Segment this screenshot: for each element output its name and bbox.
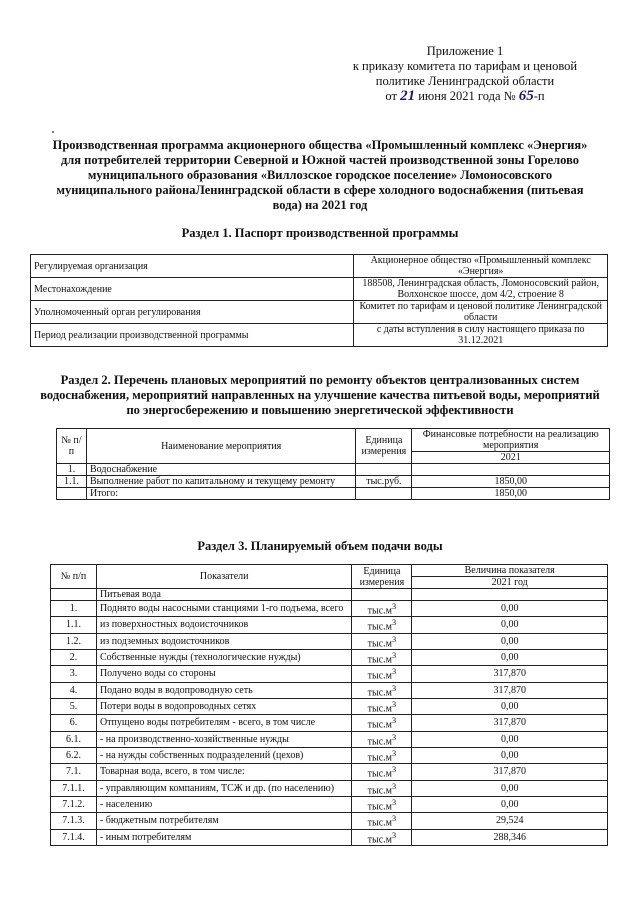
measures-header-name: Наименование мероприятия — [86, 429, 355, 464]
measures-header-finance: Финансовые потребности на реализацию мероприятия — [412, 429, 610, 452]
volume-header-value: Величина показателя — [412, 565, 608, 577]
measures-value — [412, 464, 610, 476]
volume-row — [51, 813, 608, 829]
volume-unit — [352, 682, 412, 698]
appendix-handwritten-number: 65 — [518, 88, 534, 104]
volume-unit-text: тыс.м — [367, 719, 392, 731]
volume-unit — [352, 764, 412, 780]
volume-name: Собственные нужды (технологические нужды) — [96, 649, 351, 665]
appendix-date-line — [340, 89, 590, 104]
volume-name: Потери воды в водопроводных сетях — [96, 698, 351, 714]
volume-value: 0,00 — [412, 731, 608, 747]
volume-name: - на нужды собственных подразделений (цехов) — [96, 747, 351, 763]
volume-row — [51, 764, 608, 780]
volume-value: 317,870 — [412, 764, 608, 780]
volume-num: 7.1.1. — [51, 780, 97, 796]
volume-num: 1. — [51, 601, 97, 617]
volume-unit-text: тыс.м — [367, 654, 392, 666]
volume-unit — [352, 617, 412, 633]
volume-row — [51, 666, 608, 682]
document-title: Производственная программа акционерного общества «Промышленный комплекс «Энергия» для потребителей территории Северной и Южной частей производственной зоны Горелово муниципального образования «Виллозское городское поселение» Ломоносовского муниципального районаЛенинградской области в сфере холодного водоснабжения (питьевая вода) на 2021 год — [52, 138, 588, 212]
volume-name: из подземных водоисточников — [96, 633, 351, 649]
volume-value: 317,870 — [412, 682, 608, 698]
measures-row — [57, 476, 610, 488]
volume-row — [51, 731, 608, 747]
volume-row — [51, 682, 608, 698]
volume-unit-sup: 3 — [392, 618, 397, 628]
volume-unit — [352, 796, 412, 812]
measures-header-unit: Единица измерения — [356, 429, 412, 464]
measures-total-row — [57, 488, 610, 500]
volume-row — [51, 829, 608, 845]
volume-value: 0,00 — [412, 780, 608, 796]
volume-unit — [352, 715, 412, 731]
passport-table — [30, 254, 608, 347]
volume-unit-sup: 3 — [392, 634, 397, 644]
volume-name: Подано воды в водопроводную сеть — [96, 682, 351, 698]
volume-row — [51, 698, 608, 714]
volume-header-unit: Единица измерения — [352, 565, 412, 589]
passport-label: Уполномоченный орган регулирования — [31, 301, 354, 324]
measures-header-year: 2021 — [412, 452, 610, 464]
volume-value: 288,346 — [412, 829, 608, 845]
volume-group-label: Питьевая вода — [96, 589, 351, 601]
volume-unit-text: тыс.м — [367, 752, 392, 764]
volume-value: 29,524 — [412, 813, 608, 829]
volume-unit-text: тыс.м — [367, 621, 392, 633]
volume-unit-sup: 3 — [392, 683, 397, 693]
volume-unit — [352, 829, 412, 845]
volume-unit-sup: 3 — [392, 781, 397, 791]
measures-total-empty — [57, 488, 87, 500]
volume-group-value — [412, 589, 608, 601]
passport-value: Комитет по тарифам и ценовой политике Ленинградской области — [354, 301, 608, 324]
appendix-block — [340, 44, 590, 104]
volume-row — [51, 601, 608, 617]
volume-unit-text: тыс.м — [367, 768, 392, 780]
measures-table — [56, 428, 610, 500]
measures-num: 1. — [57, 464, 87, 476]
volume-row — [51, 796, 608, 812]
volume-name: - иным потребителям — [96, 829, 351, 845]
measures-row — [57, 464, 610, 476]
volume-row — [51, 715, 608, 731]
passport-value: 188508, Ленинградская область, Ломоносовский район, Волхонское шоссе, дом 4/2, строение 8 — [354, 278, 608, 301]
appendix-date-prefix: от — [385, 89, 397, 103]
passport-label: Местонахождение — [31, 278, 354, 301]
passport-value: с даты вступления в силу настоящего приказа по 31.12.2021 — [354, 324, 608, 347]
volume-unit — [352, 698, 412, 714]
measures-name: Выполнение работ по капитальному и текущему ремонту — [86, 476, 355, 488]
volume-value: 0,00 — [412, 796, 608, 812]
volume-value: 0,00 — [412, 633, 608, 649]
volume-num: 7.1.2. — [51, 796, 97, 812]
volume-name: Отпущено воды потребителям - всего, в том числе — [96, 715, 351, 731]
volume-unit — [352, 666, 412, 682]
measures-total-label: Итого: — [86, 488, 355, 500]
volume-name: - населению — [96, 796, 351, 812]
volume-unit-text: тыс.м — [367, 670, 392, 682]
volume-unit-text: тыс.м — [367, 784, 392, 796]
section1-title: Раздел 1. Паспорт производственной программы — [181, 226, 459, 240]
volume-value: 0,00 — [412, 617, 608, 633]
volume-num: 4. — [51, 682, 97, 698]
appendix-date-mid: июня 2021 года № — [418, 89, 516, 103]
volume-unit-text: тыс.м — [367, 735, 392, 747]
volume-unit — [352, 731, 412, 747]
appendix-line-1: Приложение 1 — [426, 44, 504, 58]
volume-unit — [352, 747, 412, 763]
volume-num: 7.1.3. — [51, 813, 97, 829]
volume-value: 0,00 — [412, 649, 608, 665]
volume-unit-text: тыс.м — [367, 703, 392, 715]
volume-header-name: Показатели — [96, 565, 351, 589]
volume-name: - бюджетным потребителям — [96, 813, 351, 829]
volume-unit-text: тыс.м — [367, 833, 392, 845]
volume-num: 6. — [51, 715, 97, 731]
volume-unit — [352, 813, 412, 829]
volume-row — [51, 633, 608, 649]
volume-unit-text: тыс.м — [367, 801, 392, 813]
volume-value: 317,870 — [412, 666, 608, 682]
volume-unit-sup: 3 — [392, 667, 397, 677]
volume-num: 6.2. — [51, 747, 97, 763]
appendix-line-3: политике Ленинградской области — [375, 74, 555, 88]
volume-unit-text: тыс.м — [367, 817, 392, 829]
section3-title: Раздел 3. Планируемый объем подачи воды — [197, 539, 443, 553]
measures-value: 1850,00 — [412, 476, 610, 488]
appendix-handwritten-day: 21 — [400, 88, 416, 104]
volume-name: - управляющим компаниям, ТСЖ и др. (по населению) — [96, 780, 351, 796]
passport-row — [31, 301, 608, 324]
volume-group-empty — [51, 589, 97, 601]
measures-unit: тыс.руб. — [356, 476, 412, 488]
volume-unit-sup: 3 — [392, 748, 397, 758]
volume-table — [50, 564, 608, 846]
passport-row — [31, 255, 608, 278]
volume-num: 1.2. — [51, 633, 97, 649]
volume-unit-sup: 3 — [392, 732, 397, 742]
volume-unit-text: тыс.м — [367, 637, 392, 649]
volume-value: 0,00 — [412, 747, 608, 763]
volume-row — [51, 780, 608, 796]
volume-header-year: 2021 год — [412, 577, 608, 589]
volume-num: 7.1. — [51, 764, 97, 780]
passport-row — [31, 278, 608, 301]
volume-group-row — [51, 589, 608, 601]
passport-label: Регулируемая организация — [31, 255, 354, 278]
measures-unit — [356, 464, 412, 476]
volume-value: 317,870 — [412, 715, 608, 731]
volume-name: Товарная вода, всего, в том числе: — [96, 764, 351, 780]
volume-num: 3. — [51, 666, 97, 682]
volume-name: Получено воды со стороны — [96, 666, 351, 682]
appendix-line-2: к приказу комитета по тарифам и ценовой — [352, 59, 578, 73]
volume-name: из поверхностных водоисточников — [96, 617, 351, 633]
volume-header-num: № п/п — [51, 565, 97, 589]
volume-unit — [352, 649, 412, 665]
volume-value: 0,00 — [412, 698, 608, 714]
volume-num: 5. — [51, 698, 97, 714]
volume-row — [51, 649, 608, 665]
measures-name: Водоснабжение — [86, 464, 355, 476]
volume-unit-sup: 3 — [392, 602, 397, 611]
passport-row — [31, 324, 608, 347]
volume-name: Поднято воды насосными станциями 1-го подъема, всего — [96, 601, 351, 617]
volume-name: - на производственно-хозяйственные нужды — [96, 731, 351, 747]
measures-num: 1.1. — [57, 476, 87, 488]
volume-num: 7.1.4. — [51, 829, 97, 845]
volume-unit-sup: 3 — [392, 830, 397, 840]
volume-unit-sup: 3 — [392, 716, 397, 726]
measures-total-unit — [356, 488, 412, 500]
passport-label: Период реализации производственной программы — [31, 324, 354, 347]
passport-value: Акционерное общество «Промышленный комплекс «Энергия» — [354, 255, 608, 278]
volume-unit-sup: 3 — [392, 814, 397, 824]
measures-total-value: 1850,00 — [412, 488, 610, 500]
volume-row — [51, 747, 608, 763]
volume-row — [51, 617, 608, 633]
appendix-number-suffix: -п — [533, 89, 545, 103]
volume-unit — [352, 601, 412, 617]
volume-unit-sup: 3 — [392, 765, 397, 775]
volume-group-unit — [352, 589, 412, 601]
volume-num: 6.1. — [51, 731, 97, 747]
volume-value: 0,00 — [412, 601, 608, 617]
volume-unit-text: тыс.м — [367, 605, 392, 617]
volume-num: 2. — [51, 649, 97, 665]
volume-unit-sup: 3 — [392, 650, 397, 660]
volume-unit-text: тыс.м — [367, 686, 392, 698]
measures-header-num: № п/п — [57, 429, 87, 464]
volume-unit-sup: 3 — [392, 699, 397, 709]
section2-title: Раздел 2. Перечень плановых мероприятий по ремонту объектов централизованных систем водоснабжения, мероприятий направленных на улучшение качества питьевой воды, мероприятий по энергосбережению и повышению энергетической эффективности — [40, 373, 600, 417]
volume-unit-sup: 3 — [392, 797, 397, 807]
volume-unit — [352, 633, 412, 649]
volume-num: 1.1. — [51, 617, 97, 633]
scan-dot — [52, 131, 54, 133]
volume-unit — [352, 780, 412, 796]
